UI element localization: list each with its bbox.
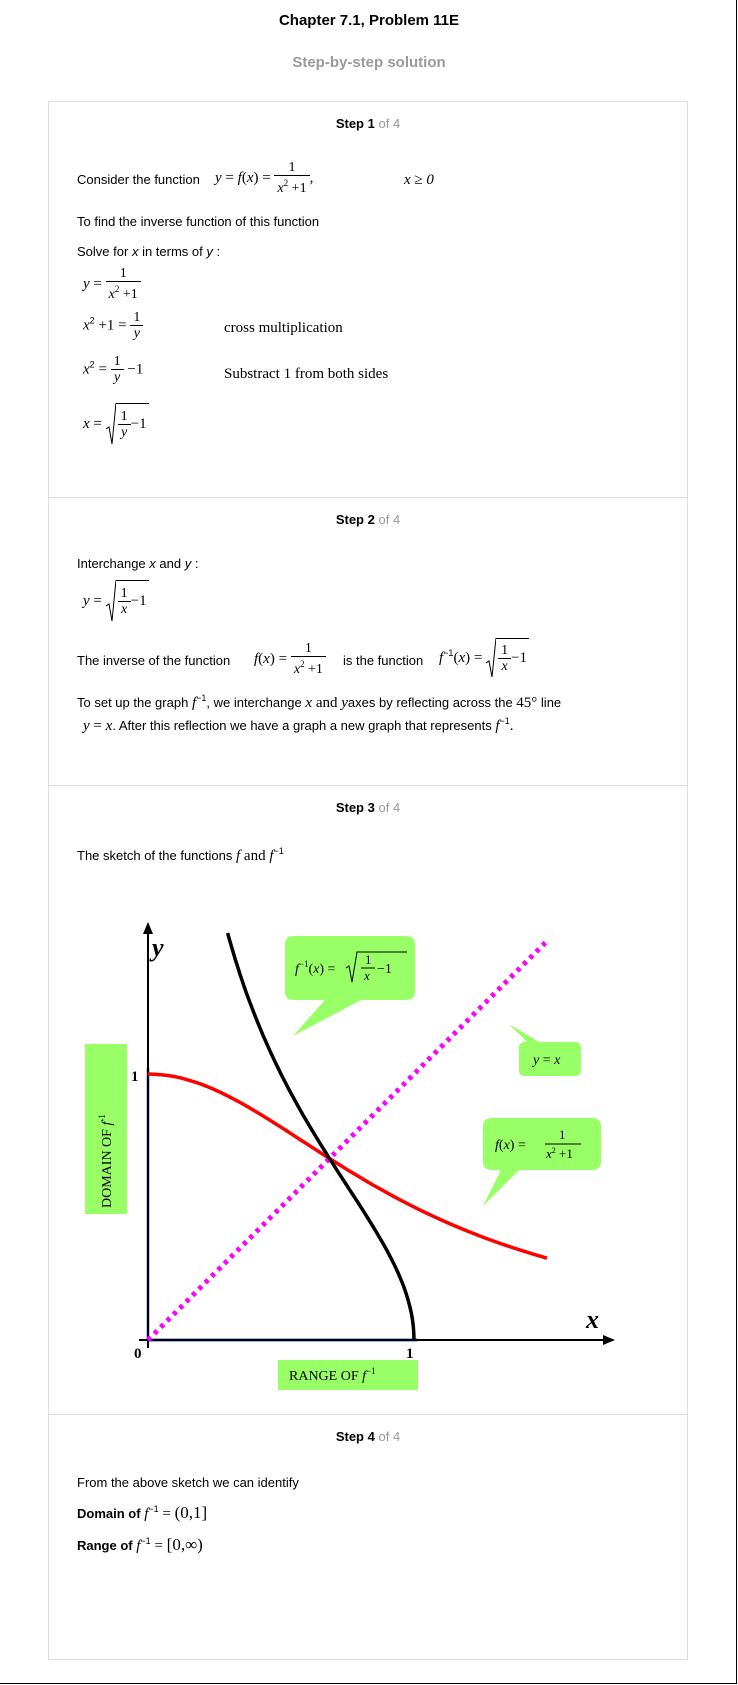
setup-line-1: To set up the graph $f^{-1}$, we interchange x and yaxes by reflecting across the 45° line <box>77 693 562 711</box>
domain-box-label: DOMAIN OF $f^{-1}$ <box>97 1114 115 1208</box>
step-2-header: Step 2 of 4 <box>335 512 401 527</box>
inverse-statement-pre: The inverse of the function <box>77 653 231 668</box>
yx-bubble <box>509 1024 581 1076</box>
setup-line-2: y = x. After this reflection we have a graph a new graph that represents $f^{-1}$. <box>83 716 514 734</box>
equation-line-3: $x^2$ = $\frac{1}{y}$ −1 <box>83 354 144 385</box>
y-axis-label: y <box>152 933 164 962</box>
identify-text: From the above sketch we can identify <box>77 1475 299 1490</box>
step-3-card <box>48 785 688 1415</box>
step-4-card <box>48 1414 688 1660</box>
function-graph <box>49 856 689 1416</box>
finv-bubble-minus: −1 <box>377 962 392 977</box>
subtract-note: Substract 1 from both sides <box>224 366 389 382</box>
cross-multiplication-note: cross multiplication <box>224 320 343 336</box>
domain-line: Domain of $f^{-1} = (0,1]$ <box>77 1503 208 1522</box>
find-inverse-text: To find the inverse function of this function <box>77 214 320 229</box>
x-axis-label: x <box>586 1305 599 1334</box>
equation-line-1: y = $\frac{1}{x^2 +1}$ <box>83 266 141 302</box>
step-1-header: Step 1 of 4 <box>335 116 401 131</box>
page-subtitle: Step-by-step solution <box>292 54 446 71</box>
f-bubble-num: 1 <box>559 1127 566 1142</box>
range-line: Range of $f^{-1} = [0,\infty)$ <box>77 1535 203 1554</box>
equation-line-4: x = $\frac{1}{y}$ −1 <box>83 403 149 445</box>
f-bubble <box>483 1118 601 1206</box>
x-tick-label-1: 1 <box>406 1346 414 1362</box>
solve-for-text: Solve for x in terms of y : <box>77 244 221 259</box>
finv-bubble-den: x <box>364 968 370 983</box>
f-bubble-text: f(x) = <box>495 1138 526 1153</box>
domain-condition: x ≥ 0 <box>404 172 434 188</box>
equation-line-2: $x^2 +1$ = $\frac{1}{y}$ <box>83 310 143 341</box>
finv-bubble <box>285 936 415 1036</box>
f-bubble-den: $x^2 +1$ <box>546 1146 573 1161</box>
inverse-statement-mid: is the function <box>343 653 424 668</box>
inverse-statement-f: f(x) = $\frac{1}{x^2 +1}$ <box>254 641 326 677</box>
finv-bubble-text: $f^{-1}(x)$ = <box>295 959 336 977</box>
range-box-label: RANGE OF $f^{-1}$ <box>289 1366 376 1384</box>
function-definition: y = f(x) = $\frac{1}{x^2 +1}$ , <box>215 160 314 196</box>
y-tick-label-1: 1 <box>131 1069 139 1085</box>
step-4-header: Step 4 of 4 <box>335 1429 401 1444</box>
interchanged-equation: y = $\frac{1}{x}$ −1 <box>83 580 149 622</box>
interchange-text: Interchange x and y : <box>77 556 199 571</box>
step-2-card <box>48 497 688 786</box>
finv-bubble-num: 1 <box>365 952 372 967</box>
origin-tick-label: 0 <box>134 1346 142 1362</box>
consider-text: Consider the function <box>77 172 200 187</box>
step-1-card <box>48 101 688 498</box>
x-axis-arrow <box>603 1335 615 1345</box>
page-title: Chapter 7.1, Problem 11E <box>278 12 460 29</box>
step-3-header: Step 3 of 4 <box>335 800 401 815</box>
sketch-text: The sketch of the functions f and $f^{-1}$ <box>77 846 284 864</box>
inverse-statement-finv: $f^{-1}(x)$ = $\frac{1}{x}$ −1 <box>439 638 529 678</box>
yx-bubble-text: y = x <box>533 1053 561 1068</box>
